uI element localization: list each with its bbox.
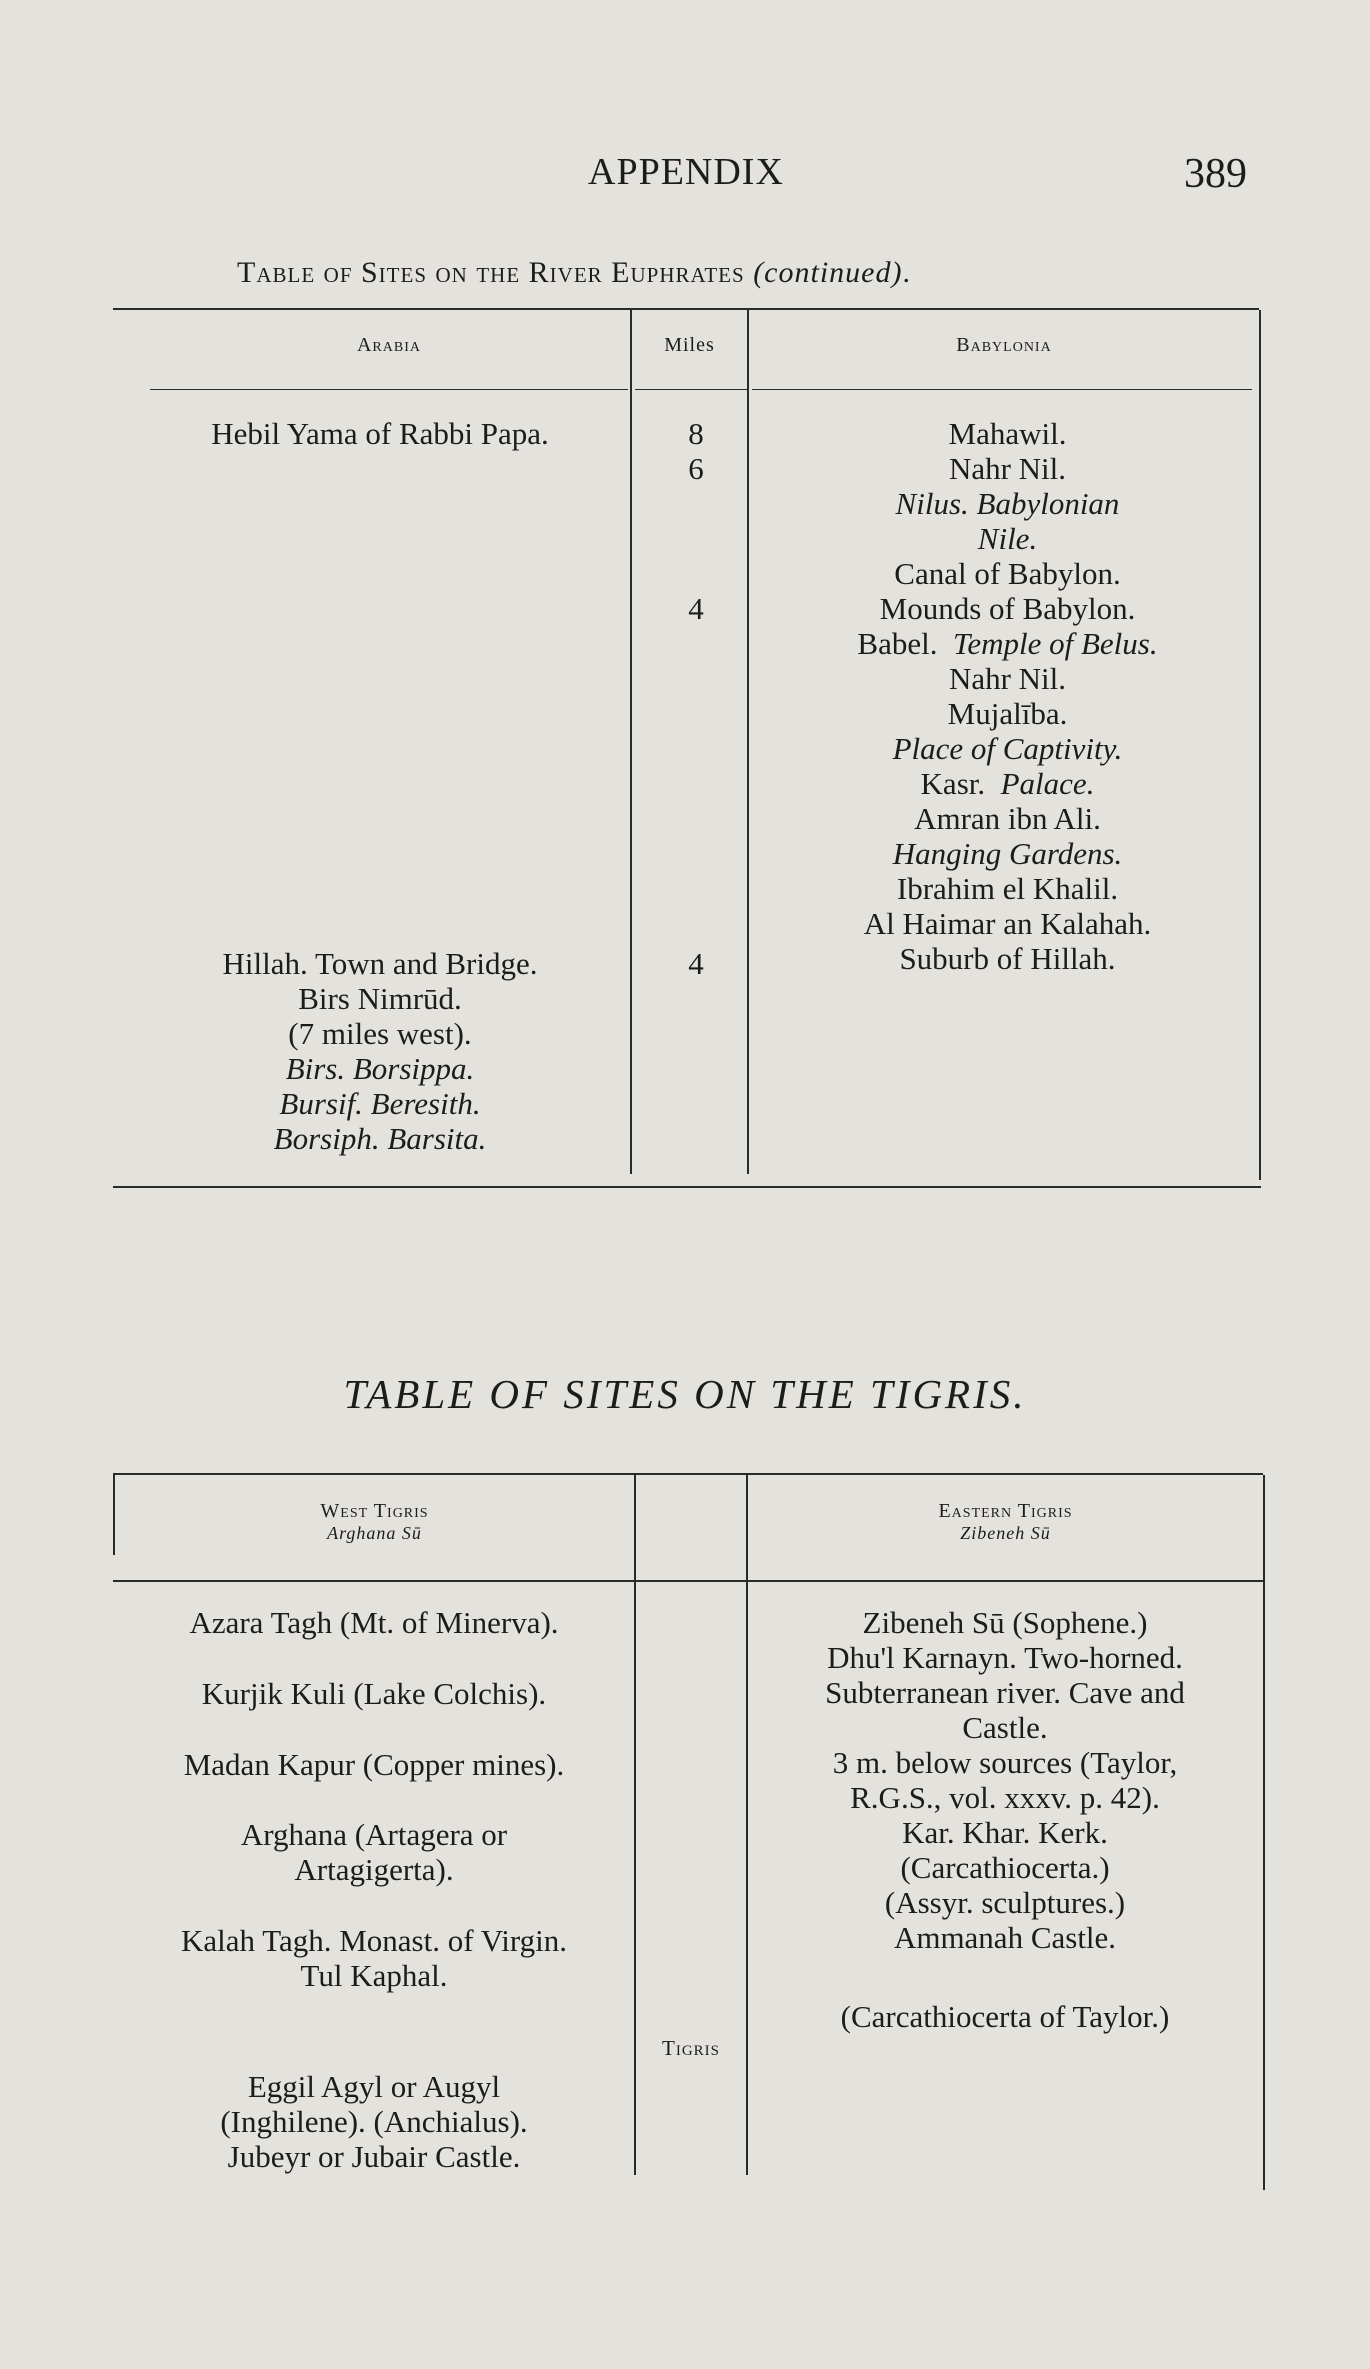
arabia-entry-hillah xyxy=(140,946,620,1156)
babylonia-line: Nahr Nil. xyxy=(948,661,1067,696)
col-header-babylonia: Babylonia xyxy=(956,334,1052,356)
eastern-tigris-note: (Carcathiocerta of Taylor.) xyxy=(840,1999,1170,2034)
arabia-line: Birs. Borsippa. xyxy=(285,1051,475,1086)
babylonia-line: Suburb of Hillah. xyxy=(899,941,1116,976)
arabia-line: Hillah. Town and Bridge. xyxy=(222,946,538,981)
arabia-line: (7 miles west). xyxy=(288,1016,472,1051)
west-line: Kalah Tagh. Monast. of Virgin. xyxy=(180,1923,568,1958)
miles-value: 4 xyxy=(688,946,704,981)
euphrates-header-rule-right xyxy=(752,389,1252,390)
west-tigris-sub: Arghana Sū xyxy=(327,1523,422,1543)
west-tigris-entry xyxy=(118,1676,630,1711)
west-tigris-entry xyxy=(118,1817,630,1887)
arabia-line: Hebil Yama of Rabbi Papa. xyxy=(211,416,549,451)
running-header: APPENDIX xyxy=(588,151,784,193)
east-line: Dhu'l Karnayn. Two-horned. xyxy=(827,1640,1183,1675)
east-line: Kar. Khar. Kerk. xyxy=(902,1815,1108,1850)
babylonia-line: Place of Captivity. xyxy=(892,731,1123,766)
tigris-col-divider-2 xyxy=(746,1475,748,2175)
babylonia-line xyxy=(760,626,1255,661)
west-tigris-entry xyxy=(118,1923,630,1993)
west-tigris-label: West Tigris xyxy=(320,1500,429,1522)
tigris-top-rule xyxy=(113,1473,1263,1475)
miles-value: 6 xyxy=(688,451,704,486)
babylonia-line-italic: Palace. xyxy=(1000,766,1095,801)
euphrates-right-border xyxy=(1259,310,1261,1180)
west-line: Arghana (Artagera or xyxy=(240,1817,508,1852)
west-line: Madan Kapur (Copper mines). xyxy=(183,1747,565,1782)
east-line: (Carcathiocerta.) xyxy=(900,1850,1110,1885)
east-line: Castle. xyxy=(962,1710,1048,1745)
east-line: 3 m. below sources (Taylor, xyxy=(832,1745,1178,1780)
caption-period: . xyxy=(902,256,911,289)
babylonia-line: Mujalība. xyxy=(947,696,1068,731)
babylonia-line: Canal of Babylon. xyxy=(894,556,1121,591)
miles-value: 8 xyxy=(688,416,704,451)
babylonia-line: Hanging Gardens. xyxy=(892,836,1123,871)
babylonia-line-text: Babel. xyxy=(857,626,938,661)
west-line: Eggil Agyl or Augyl xyxy=(247,2069,501,2104)
west-line: Tul Kaphal. xyxy=(300,1958,448,1993)
west-tigris-entry xyxy=(118,2069,630,2174)
arabia-entry-hebil xyxy=(140,416,620,451)
east-line: Ammanah Castle. xyxy=(893,1920,1117,1955)
col-header-west-tigris xyxy=(115,1500,634,1544)
east-line: R.G.S., vol. xxxv. p. 42). xyxy=(850,1780,1160,1815)
babylonia-line: Nahr Nil. xyxy=(948,451,1067,486)
babylonia-line: Mahawil. xyxy=(948,416,1067,451)
babylonia-column xyxy=(760,416,1255,976)
euphrates-header-rule-mid xyxy=(635,389,747,390)
euphrates-table-caption xyxy=(237,256,911,290)
miles-value: 4 xyxy=(688,591,704,626)
west-line: Artagigerta). xyxy=(294,1852,454,1887)
euphrates-bottom-rule xyxy=(113,1186,1261,1188)
arabia-line: Borsiph. Barsita. xyxy=(273,1121,487,1156)
west-line: Kurjik Kuli (Lake Colchis). xyxy=(201,1676,547,1711)
babylonia-line: Nile. xyxy=(977,521,1038,556)
eastern-tigris-column xyxy=(750,1605,1260,1955)
east-line: Subterranean river. Cave and xyxy=(825,1675,1185,1710)
west-tigris-entry xyxy=(118,1605,630,1640)
eastern-tigris-sub: Zibeneh Sū xyxy=(960,1523,1051,1543)
babylonia-line: Al Haimar an Kalahah. xyxy=(863,906,1152,941)
arabia-line: Bursif. Beresith. xyxy=(279,1086,481,1121)
page-number: 389 xyxy=(1184,151,1247,197)
tigris-table-title: TABLE OF SITES ON THE TIGRIS. xyxy=(343,1371,1027,1417)
caption-continued: (continued) xyxy=(753,256,903,289)
caption-main: Table of Sites on the River Euphrates xyxy=(237,256,745,289)
west-line: Azara Tagh (Mt. of Minerva). xyxy=(189,1605,559,1640)
east-line: (Assyr. sculptures.) xyxy=(884,1885,1126,1920)
euphrates-top-rule xyxy=(113,308,1259,310)
babylonia-line: Ibrahim el Khalil. xyxy=(896,871,1119,906)
west-tigris-entry xyxy=(118,1747,630,1782)
babylonia-line-italic: Temple of Belus. xyxy=(952,626,1158,661)
tigris-mid-label: Tigris xyxy=(662,2036,720,2060)
arabia-line: Birs Nimrūd. xyxy=(298,981,462,1016)
west-line: (Inghilene). (Anchialus). xyxy=(220,2104,528,2139)
babylonia-line: Mounds of Babylon. xyxy=(879,591,1136,626)
col-header-miles: Miles xyxy=(664,334,715,356)
babylonia-line: Nilus. Babylonian xyxy=(895,486,1120,521)
babylonia-line xyxy=(760,766,1255,801)
tigris-col-divider-1 xyxy=(634,1475,636,2175)
tigris-right-border xyxy=(1263,1475,1265,2190)
col-header-eastern-tigris xyxy=(748,1500,1263,1544)
babylonia-line-text: Kasr. xyxy=(920,766,986,801)
east-line: Zibeneh Sū (Sophene.) xyxy=(862,1605,1148,1640)
tigris-header-rule xyxy=(113,1580,1263,1582)
west-line: Jubeyr or Jubair Castle. xyxy=(227,2139,521,2174)
euphrates-col-divider-2 xyxy=(747,310,749,1174)
euphrates-header-rule-left xyxy=(150,389,628,390)
babylonia-line: Amran ibn Ali. xyxy=(914,801,1101,836)
eastern-tigris-label: Eastern Tigris xyxy=(938,1500,1073,1522)
euphrates-col-divider-1 xyxy=(630,310,632,1174)
col-header-arabia: Arabia xyxy=(356,334,421,356)
